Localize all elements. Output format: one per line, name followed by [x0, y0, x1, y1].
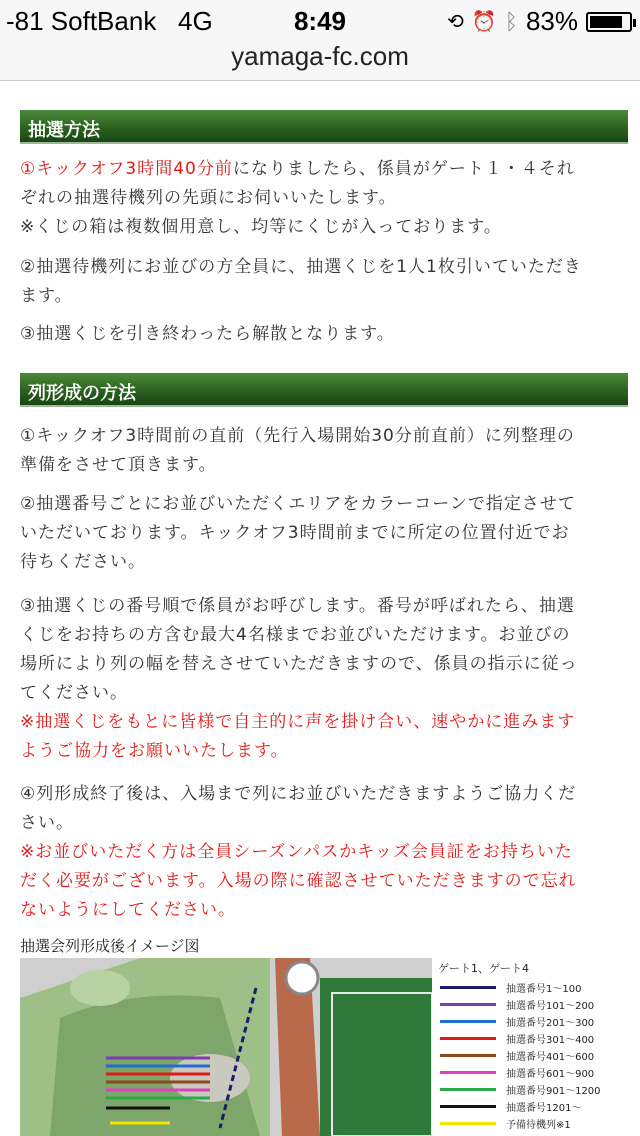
formation-step-1-b: 準備をさせて頂きます。: [20, 455, 217, 475]
section-title: 抽選方法: [28, 120, 100, 141]
formation-step-3: [20, 592, 626, 766]
url-text: yamaga-fc.com: [231, 41, 409, 71]
lottery-step-1-note: ※くじの箱は複数個用意し、均等にくじが入っております。: [20, 217, 502, 237]
legend-swatch: [440, 1071, 496, 1074]
clock: 8:49: [293, 6, 347, 36]
rotation-lock-icon: ⟲: [447, 11, 464, 33]
lottery-step-3-text: ③抽選くじを引き終わったら解散となります。: [20, 324, 395, 344]
bluetooth-icon: ᛒ: [504, 8, 518, 34]
legend-item: [440, 1014, 594, 1029]
formation-step-1: [20, 422, 626, 480]
formation-step-4-b: さい。: [20, 813, 74, 833]
formation-step-2-c: 待ちください。: [20, 552, 146, 572]
legend-label: 抽選番号601〜900: [506, 1069, 595, 1080]
carrier-label: -81 SoftBank: [6, 6, 157, 36]
formation-step-4-warning-c: ないようにしてください。: [20, 900, 236, 920]
stadium-map-image: [20, 958, 628, 1136]
formation-step-2-a: ②抽選番号ごとにお並びいただくエリアをカラーコーンで指定させて: [20, 494, 576, 514]
header-divider: [20, 405, 628, 407]
legend-item: [440, 1099, 581, 1114]
legend-item: [440, 1065, 594, 1080]
legend-swatch: [440, 1003, 496, 1006]
lottery-step-1-red: ①キックオフ3時間40分前: [20, 159, 233, 179]
battery-icon: [586, 12, 632, 32]
formation-step-3-warning-a: ※抽選くじをもとに皆様で自主的に声を掛け合い、速やかに進みます: [20, 712, 576, 732]
legend-swatch: [440, 1020, 496, 1023]
legend-item: [440, 980, 581, 995]
legend-title: ゲート1、ゲート4: [438, 962, 529, 975]
legend-swatch: [440, 1122, 496, 1125]
section-header-formation: [20, 373, 628, 407]
address-bar[interactable]: [0, 40, 640, 81]
legend-swatch: [440, 1088, 496, 1091]
formation-step-4-a: ④列形成終了後は、入場まで列にお並びいただきますようご協力くだ: [20, 784, 577, 804]
formation-step-4: [20, 780, 626, 925]
formation-step-3-a: ③抽選くじの番号順で係員がお呼びします。番号が呼ばれたら、抽選: [20, 596, 575, 616]
section-title: 列形成の方法: [28, 383, 136, 404]
legend-item: [440, 1048, 594, 1063]
lottery-step-1-text-a: になりましたら、係員がゲート１・４それ: [232, 159, 575, 179]
legend-item: [440, 1031, 594, 1046]
battery-percent: 83%: [525, 6, 578, 36]
formation-step-3-c: 場所により列の幅を替えさせていただきますので、係員の指示に従っ: [20, 654, 578, 674]
formation-step-2-b: いただいております。キックオフ3時間前までに所定の位置付近でお: [20, 523, 570, 543]
formation-step-1-a: ①キックオフ3時間前の直前（先行入場開始30分前直前）に列整理の: [20, 426, 575, 446]
section-header-lottery: [20, 110, 628, 144]
status-bar: [0, 0, 640, 40]
legend-swatch: [440, 986, 496, 989]
legend-label: 抽選番号201〜300: [506, 1018, 595, 1029]
legend-label: 抽選番号1201〜: [506, 1103, 582, 1114]
legend-label: 抽選番号1〜100: [506, 984, 582, 995]
legend-label: 抽選番号901〜1200: [506, 1086, 601, 1097]
map-legend: [432, 958, 628, 1136]
legend-swatch: [440, 1105, 496, 1108]
formation-step-3-warning-b: ようご協力をお願いいたします。: [20, 741, 289, 761]
legend-swatch: [440, 1037, 496, 1040]
formation-step-3-d: てください。: [20, 683, 128, 703]
formation-step-4-warning-b: だく必要がございます。入場の際に確認させていただきますので忘れ: [20, 871, 577, 891]
alarm-icon: ⏰: [471, 11, 497, 33]
network-label: 4G: [177, 6, 213, 36]
legend-label: 予備待機列※1: [506, 1120, 571, 1131]
header-divider: [20, 142, 628, 144]
status-icons: [447, 6, 632, 37]
lottery-step-1-text-b: ぞれの抽選待機列の先頭にお伺いいたします。: [20, 188, 397, 208]
legend-item: [440, 997, 594, 1012]
lottery-step-2-b: ます。: [20, 286, 73, 306]
legend-label: 抽選番号101〜200: [506, 1001, 595, 1012]
legend-label: 抽選番号301〜400: [506, 1035, 595, 1046]
lottery-step-2: [20, 253, 626, 311]
lottery-step-3: [20, 320, 626, 349]
legend-item: [440, 1116, 571, 1131]
image-caption: 抽選会列形成後イメージ図: [20, 937, 200, 955]
battery-fill: [590, 16, 622, 28]
legend-item: [440, 1082, 601, 1097]
formation-step-4-warning-a: ※お並びいただく方は全員シーズンパスかキッズ会員証をお持ちいた: [20, 842, 573, 862]
formation-step-3-b: くじをお持ちの方含む最大4名様までお並びいただけます。お並びの: [20, 625, 571, 645]
lottery-step-1: [20, 155, 626, 242]
stadium-map-illustration: [20, 958, 432, 1136]
lottery-step-2-a: ②抽選待機列にお並びの方全員に、抽選くじを1人1枚引いていただき: [20, 257, 582, 277]
legend-swatch: [440, 1054, 496, 1057]
formation-step-2: [20, 490, 626, 577]
legend-label: 抽選番号401〜600: [506, 1052, 595, 1063]
